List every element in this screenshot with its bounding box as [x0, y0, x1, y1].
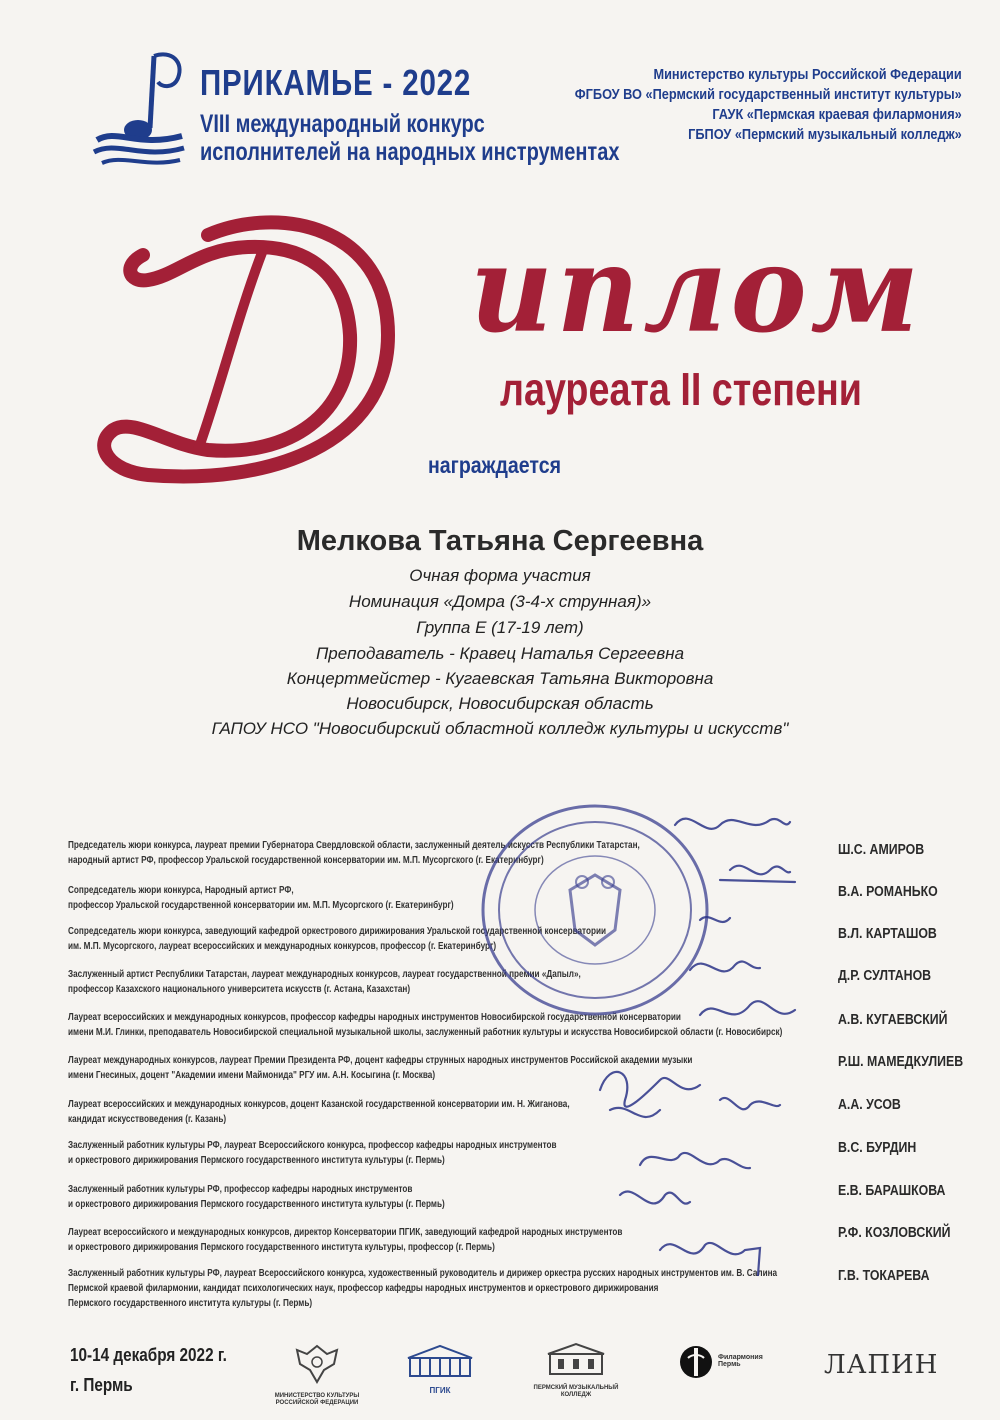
jury-description: Заслуженный работник культуры РФ, профессор кафедры народных инструментов и оркестрового дирижирования Пермского государственного института культуры (г. Пермь) [68, 1183, 445, 1210]
institution: ГАПОУ НСО "Новосибирский областной колледж культуры и искусств" [211, 719, 789, 738]
jury-name: В.С. БУРДИН [838, 1140, 917, 1156]
jury-name: А.В. КУГАЕВСКИЙ [838, 1012, 948, 1028]
organizer: ГБПОУ «Пермский музыкальный колледж» [688, 127, 962, 143]
ministry-eagle-icon [272, 1340, 362, 1407]
participation-form: Очная форма участия [409, 566, 591, 585]
nomination: Номинация «Домра (3-4-х струнная)» [348, 592, 652, 611]
jury-name: Р.Ф. КОЗЛОВСКИЙ [838, 1225, 951, 1241]
jury-description: Заслуженный артист Республики Татарстан, лауреат международных конкурсов, лауреат государственной премии «Дапыл», профессор Казахского национального университета искусств (г. Астана, Казахстан) [68, 968, 581, 995]
jury-description: Сопредседатель жюри конкурса, Народный артист РФ, профессор Уральской государственной консерватории им. М.П. Мусоргского (г. Екатеринбург) [68, 884, 454, 911]
logo-caption: ПГИК [429, 1386, 451, 1395]
jury-name: Д.Р. СУЛТАНОВ [838, 968, 932, 984]
event-dates: 10-14 декабря 2022 г. [70, 1345, 227, 1365]
diploma-initial-d-icon [88, 195, 408, 495]
jury-description: Лауреат всероссийских и международных конкурсов, доцент Казанской государственной консерватории им. Н. Жиганова, кандидат искусствоведения (г. Казань) [68, 1098, 570, 1125]
signatures-icon [580, 800, 800, 1290]
jury-description: Заслуженный работник культуры РФ, лауреат Всероссийского конкурса, профессор кафедры народных инструментов и оркестрового дирижирования Пермского государственного института культуры (г. Пермь) [68, 1139, 557, 1166]
contest-subtitle-line1: VIII международный конкурс [200, 110, 485, 138]
contest-subtitle-line2: исполнителей на народных инструментах [200, 138, 620, 166]
jury-name: Ш.С. АМИРОВ [838, 842, 925, 858]
organizer: ФГБОУ ВО «Пермский государственный институт культуры» [575, 87, 962, 103]
logo-caption: Филармония Пермь [718, 1354, 763, 1368]
organizers-list [575, 65, 962, 145]
accompanist: Концертмейстер - Кугаевская Татьяна Викторовна [286, 669, 714, 688]
awarded-label: награждается [428, 452, 561, 478]
jury-name: В.А. РОМАНЬКО [838, 884, 938, 900]
jury-description: Председатель жюри конкурса, лауреат премии Губернатора Свердловской области, заслуженный деятель искусств Республики Татарстан, народный артист РФ, профессор Уральской государственной консерватории им. М.П. Мусоргского (г. Екатеринбург) [68, 839, 640, 866]
diploma-degree: лауреата II степени [500, 363, 862, 415]
age-group: Группа Е (17-19 лет) [416, 618, 584, 637]
jury-name: А.А. УСОВ [838, 1097, 901, 1113]
event-city: г. Пермь [70, 1375, 133, 1395]
organizer: Министерство культуры Российской Федерации [653, 67, 962, 83]
jury-description: Лауреат всероссийских и международных конкурсов, профессор кафедры народных инструментов Новосибирской государственной консерватории имени М.И. Глинки, преподаватель Новосибирской специальной музыкальной школы, заслуженный работник культуры и искусства Новосибирской области (г. Новосибирск) [68, 1011, 783, 1038]
music-college-building-icon [528, 1340, 624, 1399]
teacher: Преподаватель - Кравец Наталья Сергеевна [315, 644, 685, 663]
jury-description: Лауреат международных конкурсов, лауреат Премии Президента РФ, доцент кафедры струнных народных инструментов Российской академии музыки имени Гнесиных, доцент "Академии имени Маймонида" РГУ им. А.Н. Косыгина (г. Москва) [68, 1054, 693, 1081]
jury-name: Г.В. ТОКАРЕВА [838, 1268, 930, 1284]
location: Новосибирск, Новосибирская область [346, 694, 654, 713]
contest-title: ПРИКАМЬЕ - 2022 [200, 62, 472, 103]
logo-caption: ЛАПИН [824, 1350, 939, 1380]
jury-name: Р.Ш. МАМЕДКУЛИЕВ [838, 1054, 964, 1070]
music-note-wave-icon [92, 48, 187, 168]
logo-caption: МИНИСТЕРСТВО КУЛЬТУРЫ РОССИЙСКОЙ ФЕДЕРАЦИИ [274, 1393, 360, 1406]
philharmonic-icon [676, 1340, 766, 1389]
pgik-building-icon [400, 1340, 480, 1394]
jury-description: Лауреат всероссийского и международных конкурсов, директор Консерватории ПГИК, заведующий кафедрой народных инструментов и оркестрового дирижирования Пермского государственного института культуры, профессор (г. Пермь) [68, 1226, 623, 1253]
jury-description: Заслуженный работник культуры РФ, лауреат Всероссийского конкурса, художественный руководитель и дирижер оркестра русских народных инструментов им. В. Салина Пермской краевой филармонии, кандидат психологических наук, профессор кафедры народных инструментов и оркестрового дирижирования Пермского государственного института культуры (г. Пермь) [68, 1267, 778, 1309]
lapin-logo-icon [824, 1350, 939, 1380]
jury-name: В.Л. КАРТАШОВ [838, 926, 937, 942]
recipient-name: Мелкова Татьяна Сергеевна [296, 525, 704, 557]
jury-description: Сопредседатель жюри конкурса, заведующий кафедрой оркестрового дирижирования Уральской государственной консерватории им. М.П. Мусоргского, лауреат всероссийских и международных конкурсов, профессор (г. Екатеринбург) [68, 925, 607, 952]
logo-caption: ПЕРМСКИЙ МУЗЫКАЛЬНЫЙ КОЛЛЕДЖ [533, 1385, 619, 1398]
diploma-initial: Д [88, 195, 89, 196]
diploma-title: иплом [470, 219, 923, 360]
organizer: ГАУК «Пермская краевая филармония» [712, 107, 962, 123]
jury-name: Е.В. БАРАШКОВА [838, 1183, 946, 1199]
